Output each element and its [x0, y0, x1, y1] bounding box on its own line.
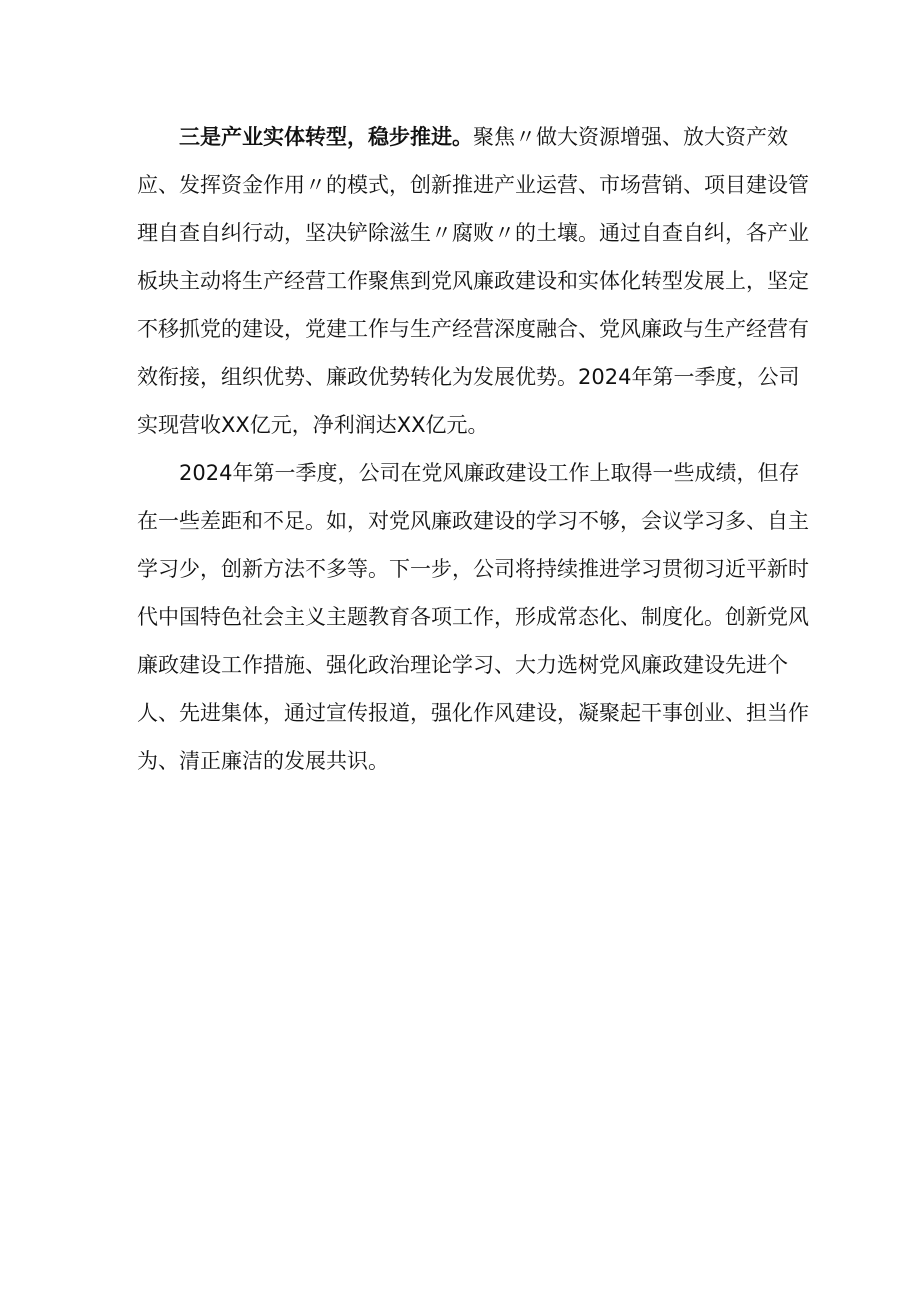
paragraph-summary-next-steps: [137, 449, 809, 785]
text-line: 板块主动将生产经营工作聚焦到党风廉政建设和实体化转型发展上，坚定: [137, 269, 809, 293]
text-line: 2024年第一季度，公司在党风廉政建设工作上取得一些成绩，但存: [179, 461, 800, 485]
paragraph-lead-heading: 三是产业实体转型，稳步推进。: [179, 125, 473, 149]
text-line: 应、发挥资金作用〃的模式，创新推进产业运营、市场营销、项目建设管: [137, 173, 809, 197]
text-line: 人、先进集体，通过宣传报道，强化作风建设，凝聚起干事创业、担当作: [137, 701, 809, 725]
text-line: 理自查自纠行动，坚决铲除滋生〃腐败〃的土壤。通过自查自纠，各产业: [137, 221, 809, 245]
document-body: [137, 113, 809, 785]
text-line: 代中国特色社会主义主题教育各项工作，形成常态化、制度化。创新党风: [137, 605, 809, 629]
text-line: 学习少，创新方法不多等。下一步，公司将持续推进学习贯彻习近平新时: [137, 557, 809, 581]
text-line: 三是产业实体转型，稳步推进。聚焦〃做大资源增强、放大资产效: [179, 125, 788, 149]
paragraph-industry-transformation: [137, 113, 809, 449]
text-line: 为、清正廉洁的发展共识。: [137, 749, 389, 773]
text-line: 廉政建设工作措施、强化政治理论学习、大力选树党风廉政建设先进个: [137, 653, 788, 677]
text-line: 效衔接，组织优势、廉政优势转化为发展优势。2024年第一季度，公司: [137, 365, 800, 389]
text-line: 不移抓党的建设，党建工作与生产经营深度融合、党风廉政与生产经营有: [137, 317, 809, 341]
text-line: 在一些差距和不足。如，对党风廉政建设的学习不够，会议学习多、自主: [137, 509, 809, 533]
text-line: 实现营收XX亿元，净利润达XX亿元。: [137, 413, 489, 437]
